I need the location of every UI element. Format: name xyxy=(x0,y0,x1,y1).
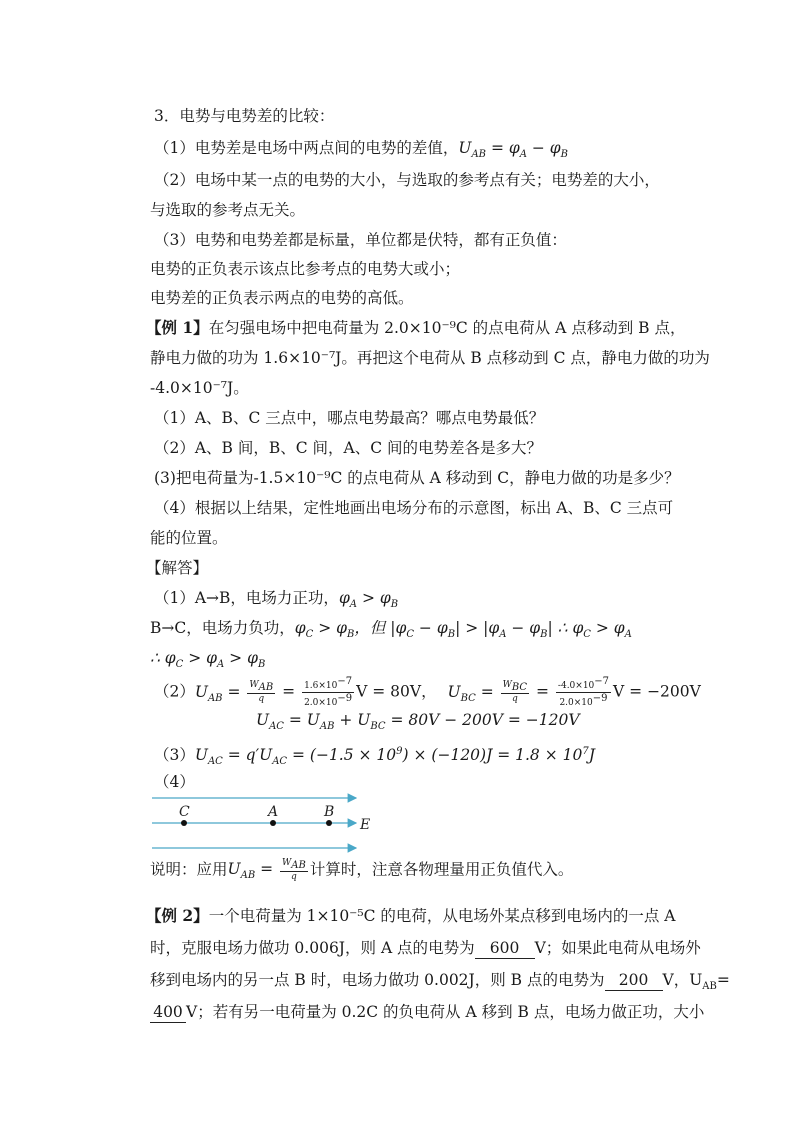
example-2-text-b2: V；如果此电荷从电场外 xyxy=(534,939,701,957)
answer-blank-3: 400 xyxy=(150,1002,186,1023)
example-2-text-d: V；若有另一电荷量为 0.2C 的负电荷从 A 移到 B 点，电场力做正功，大小 xyxy=(186,1003,705,1021)
example-2-text-a: 一个电荷量为 1×10⁻⁵C 的电荷，从电场外某点移到电场内的一点 A xyxy=(208,907,676,925)
label-b: B xyxy=(324,804,335,820)
uab-lhs: $U_{AB}$ = xyxy=(194,682,246,704)
example-1-text-a: 在匀强电场中把电荷量为 2.0×10⁻⁹C 的点电荷从 A 点移动到 B 点， xyxy=(208,319,686,337)
solution-1a-text: （1）A→B，电场力正功， xyxy=(154,589,339,607)
solution-2-uac xyxy=(256,710,580,737)
paragraph-3b: 电势差的正负表示两点的电势的高低。 xyxy=(150,289,414,307)
label-a: A xyxy=(268,804,279,820)
point-c xyxy=(181,820,187,826)
question-1: （1）A、B、C 三点中，哪点电势最高？哪点电势最低？ xyxy=(154,409,545,427)
note-formula-lhs: $U_{AB}$ = xyxy=(227,860,279,882)
solution-3 xyxy=(154,742,595,772)
formula-uab: $U_{AB} = \varphi_A - \varphi_B$ xyxy=(458,139,569,161)
note-prefix: 说明：应用 xyxy=(150,860,228,879)
ubc-value-fraction: $\frac{-4.0\times 10^{-7}}{2.0\times 10^{-9}}$ xyxy=(557,676,610,708)
paragraph-3a: 电势的正负表示该点比参考点的电势大或小； xyxy=(150,260,461,278)
ubc-lhs: $U_{BC}$ = xyxy=(447,682,499,704)
label-e: E xyxy=(360,817,371,833)
paragraph-2a: （2）电场中某一点的电势的大小，与选取的参考点有关；电势差的大小， xyxy=(154,171,660,189)
solution-1b-math: $\varphi_C > \varphi_B$，但 $|\varphi_C - \varphi_B| > |\varphi_A - \varphi_B|$ ∴ $\varphi_C > \varphi_A$ xyxy=(294,619,632,641)
example-1-line-b: 静电力做的功为 1.6×10⁻⁷J。再把这个电荷从 B 点移动到 C 点，静电力做的功为 xyxy=(150,349,710,367)
example-2-line-c xyxy=(150,970,730,997)
example-2-text-c3: = xyxy=(716,971,730,989)
point-a xyxy=(270,820,276,826)
solution-1c-math: ∴ $\varphi_C > \varphi_A > \varphi_B$ xyxy=(150,649,266,671)
paragraph-1-text: （1）电势差是电场中两点间的电势的差值， xyxy=(154,139,459,157)
uab-result: V = 80V， xyxy=(356,682,437,701)
note-fraction: $\frac{W_{AB}}{q}$ xyxy=(282,858,306,882)
label-c: C xyxy=(179,804,190,820)
note-suffix: 计算时，注意各物理量用正负值代入。 xyxy=(309,860,574,879)
example-2-line-a xyxy=(146,906,676,926)
solution-2-prefix: （2） xyxy=(154,682,195,701)
electric-field-diagram xyxy=(148,792,388,862)
example-2-text-b1: 时，克服电场力做功 0.006J，则 A 点的电势为 xyxy=(150,939,475,957)
uab-subscript: AB xyxy=(702,981,717,993)
question-3: (3)把电荷量为-1.5×10⁻⁹C 的点电荷从 A 移动到 C，静电力做的功是多少？ xyxy=(154,469,680,487)
point-b xyxy=(326,820,332,826)
solution-1a xyxy=(154,588,398,615)
example-2-line-d xyxy=(150,1002,704,1023)
solution-label: 【解答】 xyxy=(146,559,209,577)
solution-2: $(2)U_{AB}$ = $\frac{W_{AB}}{q}$ = $\frac{1.6\times 10^{-7}}{2.0\times 10^{-9}}$ V = 80V， $U_{BC}$ = $\frac{W_{BC}}{q}$ = $\frac{-4.0\times 10^{-7}}{2.0\times 10^{-9}}$ V = −200V xyxy=(154,676,701,708)
note-line xyxy=(150,858,573,887)
solution-1b-text: B→C，电场力负功， xyxy=(150,619,295,637)
example-2-label: 【例 2】 xyxy=(146,906,209,925)
paragraph-2b: 与选取的参考点无关。 xyxy=(150,201,306,219)
example-1-line-c: -4.0×10⁻⁷J。 xyxy=(150,379,249,397)
paragraph-1 xyxy=(154,138,568,165)
paragraph-3: （3）电势和电势差都是标量，单位都是伏特，都有正负值： xyxy=(154,231,567,249)
example-2-line-b xyxy=(150,938,701,959)
ubc-def-fraction: $\frac{W_{BC}}{q}$ xyxy=(502,680,528,704)
example-1-label: 【例 1】 xyxy=(146,318,209,337)
ubc-result: V = −200V xyxy=(613,682,701,701)
example-2-text-c1: 移到电场内的另一点 B 时，电场力做功 0.002J，则 B 点的电势为 xyxy=(150,971,605,989)
uac-formula: $U_{AC} = U_{AB} + U_{BC} = 80V - 200V = -120V$ xyxy=(256,711,580,733)
answer-blank-1: 600 xyxy=(475,938,535,959)
example-2-text-c2: V，U xyxy=(662,971,703,989)
question-4b: 能的位置。 xyxy=(150,529,228,547)
solution-4: （4） xyxy=(154,773,195,791)
solution-1b xyxy=(150,618,632,645)
solution-1a-math: $\varphi_A > \varphi_B$ xyxy=(338,589,399,611)
uab-def-fraction: $\frac{W_{AB}}{q}$ xyxy=(249,680,274,704)
question-2: （2）A、B 间，B、C 间，A、C 间的电势差各是多大？ xyxy=(154,439,543,457)
solution-3-math: $U_{AC} = q'U_{AC} = (-1.5 \times 10^9) \times (-120)J = 1.8 \times 10^7J$ xyxy=(194,746,595,768)
solution-3-prefix: （3） xyxy=(154,746,195,765)
solution-1c xyxy=(150,648,265,675)
example-1-line-a xyxy=(146,318,685,338)
uab-value-fraction: $\frac{1.6\times 10^{-7}}{2.0\times 10^{-9}}$ xyxy=(304,676,353,708)
section-title: 3．电势与电势差的比较： xyxy=(154,107,335,125)
question-4a: （4）根据以上结果，定性地画出电场分布的示意图，标出 A、B、C 三点可 xyxy=(154,499,674,517)
answer-blank-2: 200 xyxy=(605,970,663,991)
